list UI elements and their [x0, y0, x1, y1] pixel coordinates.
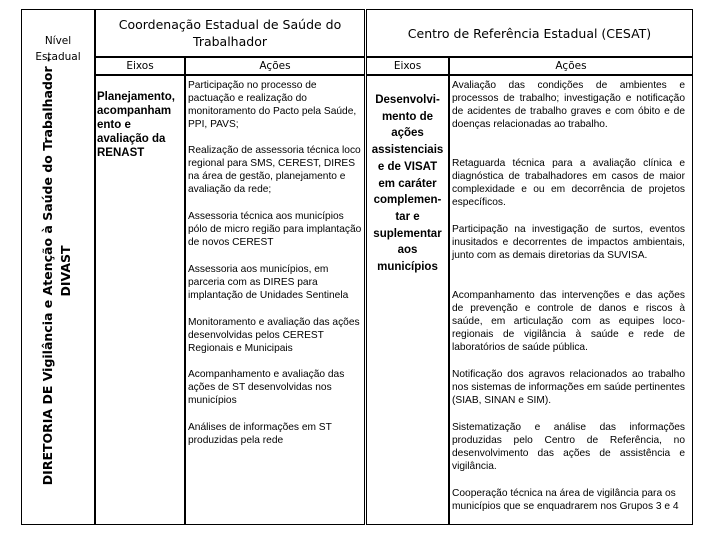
coord-acao-3: Assessoria técnica aos municípios pólo de micro região para implantação de novos CEREST [188, 211, 362, 248]
cesat-acao-4: Acompanhamento das intervenções e das ações de prevenção e controle de danos e riscos à saúde, em articulação com as equipes loco-regionais de vigilância à saúde e rede de laboratórios de saúde pública. [452, 290, 685, 353]
diretoria-label-wrap [21, 18, 93, 524]
coord-title: Coordenação Estadual de Saúde do Trabalhador [95, 9, 365, 57]
diretoria-label: DIRETORIA DE Vigilância e Atenção à Saúde do Trabalhador - DIVAST [40, 56, 73, 486]
coord-acao-5: Monitoramento e avaliação das ações desenvolvidas pelos CEREST Regionais e Municipais [188, 317, 360, 354]
coord-acoes-header: Ações [185, 57, 365, 75]
cesat-acao-6: Sistematização e análise das informações produzidas pelo Centro de Referência, no desenvolvimento das ações de assistência e vigilância. [452, 422, 685, 472]
nivel-estadual-label: Nível Estadual [35, 35, 81, 63]
coord-acao-6: Acompanhamento e avaliação das ações de ST desenvolvidas nos municípios [188, 369, 345, 406]
cesat-eixos-header: Eixos [366, 57, 449, 75]
cesat-eixo-text: Desenvolvi-mento de ações assistenciais e de VISAT em caráter complemen-tar e suplementar aos municípios [371, 94, 444, 274]
coord-eixos-header: Eixos [95, 57, 185, 75]
cesat-acao-7: Cooperação técnica na área de vigilância para os municípios que se enquadrarem nos Grupos 3 e 4 [452, 488, 679, 512]
cesat-acao-2: Retaguarda técnica para a avaliação clínica e diagnóstica de trabalhadores em casos de maior complexidade e ou em decorrência de projetos específicos. [452, 158, 685, 208]
cesat-acao-5: Notificação dos agravos relacionados ao trabalho nos sistemas de informações em saúde pertinentes (SIAB, SINAN e SIM). [452, 369, 685, 406]
cesat-title: Centro de Referência Estadual (CESAT) [366, 9, 693, 57]
cesat-acoes-header: Ações [449, 57, 693, 75]
coord-acao-7: Análises de informações em ST produzidas pela rede [188, 422, 332, 446]
coord-eixo-text: Planejamento, acompanham ento e avaliação da RENAST [97, 91, 175, 159]
cesat-acao-1: Avaliação das condições de ambientes e processos de trabalho; investigação e notificação de acidentes de trabalho graves e com óbito e de doenças relacionadas ao trabalho. [452, 80, 685, 130]
coord-acao-1: Participação no processo de pactuação e realização do monitoramento do Pacto pela Saúde, PPI, PAVS; [188, 80, 357, 130]
coord-acao-4: Assessoria aos municípios, em parceria com as DIRES para implantação de Unidades Sentinela [188, 264, 349, 301]
coord-acao-2: Realização de assessoria técnica loco regional para SMS, CEREST, DIRES na área de gestão, planejamento e avaliação da rede; [188, 145, 361, 195]
cesat-acao-3: Participação na investigação de surtos, eventos inusitados e decorrentes de impactos ambientais, junto com as demais diretorias da SUVISA. [452, 224, 685, 261]
